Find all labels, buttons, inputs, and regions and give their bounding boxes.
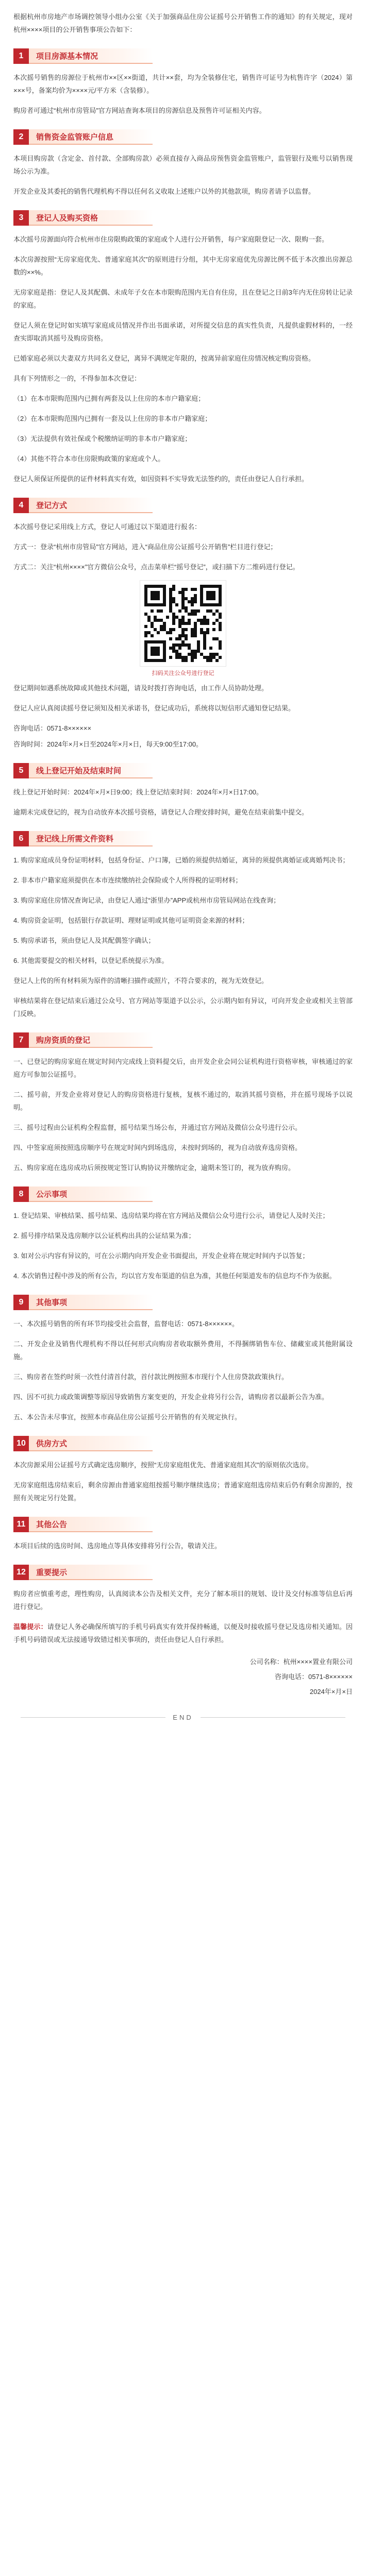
note-title: 温馨提示： [13, 1623, 47, 1631]
section-heading [13, 210, 353, 226]
section-paragraph: 本次房源采用公证摇号方式确定选房顺序，按照“无房家庭组优先、普通家庭组其次”的原则依次选房。 [13, 1461, 313, 1469]
section-paragraph: 1. 购房家庭成员身份证明材料，包括身份证、户口簿，已婚的须提供结婚证，离异的须提供离婚证或离婚判决书； [13, 856, 350, 864]
section-paragraph: 一、已登记的购房家庭在规定时间内完成线上资料提交后，由开发企业会同公证机构进行资格审核，审核通过的家庭方可参加公证摇号。 [13, 1058, 353, 1078]
section-11 [13, 1517, 353, 1552]
section-paragraph: 本次摇号销售的房源位于杭州市××区××街道，共计××套，均为全装修住宅，销售许可证号为杭售许字（2024）第×××号，备案均价为××××元/平方米（含装修）。 [13, 74, 353, 94]
footer-signature [13, 1655, 353, 1698]
contact-time-line [13, 738, 353, 751]
section-9 [13, 1295, 353, 1423]
section-heading [13, 1032, 353, 1048]
section-5 [13, 763, 353, 819]
section-title: 项目房源基本情况 [29, 48, 153, 64]
section-number-badge: 1 [13, 48, 29, 64]
section-paragraph: 五、本公告未尽事宜，按照本市商品住房公证摇号公开销售的有关规定执行。 [13, 1413, 242, 1421]
section-title: 公示事项 [29, 1187, 153, 1202]
section-title: 线上登记开始及结束时间 [29, 763, 153, 778]
section-paragraph: 三、购房者在签约时须一次性付清首付款，首付款比例按照本市现行个人住房贷款政策执行。 [13, 1373, 289, 1381]
section-heading [13, 1187, 353, 1202]
section-title: 购房资质的登记 [29, 1032, 153, 1048]
section-paragraph: 已婚家庭必须以夫妻双方共同名义登记，离异不满规定年限的，按离异前家庭住房情况核定购房资格。 [13, 354, 315, 362]
contact-phone-line [13, 722, 353, 735]
section-paragraph: 开发企业及其委托的销售代理机构不得以任何名义收取上述账户以外的其他款项，购房者请予以监督。 [13, 188, 315, 195]
section-paragraph: 方式二：关注“杭州××××”官方微信公众号，点击菜单栏“摇号登记”，或扫描下方二维码进行登记。 [13, 563, 300, 571]
section-heading [13, 831, 353, 846]
section-paragraph: 一、本次摇号销售的所有环节均接受社会监督，监督电话：0571-8××××××。 [13, 1320, 239, 1328]
section-number-badge: 9 [13, 1295, 29, 1310]
section-8 [13, 1187, 353, 1282]
footer-phone: 咨询电话：0571-8×××××× [274, 1673, 353, 1681]
section-paragraph: 无房家庭组选房结束后，剩余房源由普通家庭组按摇号顺序继续选房；普通家庭组选房结束后仍有剩余房源的，按照有关规定另行处置。 [13, 1481, 353, 1502]
section-heading [13, 1565, 353, 1580]
section-paragraph: 4. 本次销售过程中涉及的所有公告，均以官方发布渠道的信息为准，其他任何渠道发布的信息均不作为依据。 [13, 1272, 336, 1280]
section-paragraph: 3. 如对公示内容有异议的，可在公示期内向开发企业书面提出，开发企业将在规定时间内予以答复； [13, 1252, 309, 1260]
section-paragraph: 三、摇号过程由公证机构全程监督，摇号结果当场公布，并通过官方网站及微信公众号进行公示。 [13, 1124, 302, 1131]
section-paragraph: 二、开发企业及销售代理机构不得以任何形式向购房者收取额外费用，不得捆绑销售车位、储藏室或其他附属设施。 [13, 1340, 353, 1361]
section-paragraph: 审核结果将在登记结束后通过公众号、官方网站等渠道予以公示，公示期内如有异议，可向开发企业或相关主管部门反映。 [13, 997, 353, 1018]
section-paragraph: 1. 登记结果、审核结果、摇号结果、选房结果均将在官方网站及微信公众号进行公示，请登记人及时关注； [13, 1212, 329, 1219]
section-paragraph: （4）其他不符合本市住房限购政策的家庭或个人。 [13, 455, 165, 463]
section-paragraph: 5. 购房承诺书，须由登记人及其配偶签字确认； [13, 937, 155, 944]
section-paragraph: 方式一：登录“杭州市房管局”官方网站，进入“商品住房公证摇号公开销售”栏目进行登记； [13, 543, 277, 551]
section-10 [13, 1436, 353, 1504]
section-12 [13, 1565, 353, 1613]
note-paragraph [13, 1620, 353, 1646]
section-paragraph: 登记人须保证所提供的证件材料真实有效，如因资料不实导致无法签约的，责任由登记人自行承担。 [13, 475, 309, 483]
section-heading [13, 1436, 353, 1451]
section-paragraph: （2）在本市限购范围内已拥有一套及以上住房的非本市户籍家庭； [13, 415, 212, 422]
section-number-badge: 12 [13, 1565, 29, 1580]
end-label: END [173, 1714, 193, 1721]
end-divider [13, 1714, 353, 1721]
section-number-badge: 4 [13, 498, 29, 513]
section-paragraph: 购房者应慎重考虑，理性购房，认真阅读本公告及相关文件，充分了解本项目的规划、设计及交付标准等信息后再进行登记。 [13, 1590, 353, 1611]
section-paragraph: 四、中签家庭须按照选房顺序号在规定时间内到场选房，未按时到场的，视为自动放弃选房资格。 [13, 1144, 302, 1151]
section-paragraph: 2. 摇号排序结果及选房顺序以公证机构出具的公证结果为准； [13, 1232, 195, 1240]
section-paragraph: 登记人须在登记时如实填写家庭成员情况并作出书面承诺，对所提交信息的真实性负责，凡提供虚假材料的，一经查实即取消其摇号及购房资格。 [13, 321, 353, 342]
section-title: 其他公告 [29, 1517, 153, 1532]
note-text: 请登记人务必确保所填写的手机号码真实有效并保持畅通，以便及时接收摇号登记及选房相关通知。因手机号码错误或无法接通导致错过相关事项的，责任由登记人自行承担。 [13, 1623, 353, 1643]
section-paragraph: 四、因不可抗力或政策调整等原因导致销售方案变更的，开发企业将另行公告，请购房者以最新公告为准。 [13, 1393, 329, 1401]
section-paragraph: 线上登记开始时间：2024年×月×日9:00；线上登记结束时间：2024年×月×日17:00。 [13, 788, 263, 796]
section-paragraph: （3）无法提供有效社保或个税缴纳证明的非本市户籍家庭； [13, 435, 192, 443]
section-title: 登记线上所需文件资料 [29, 831, 153, 846]
section-title: 登记人及购买资格 [29, 210, 153, 226]
section-title: 其他事项 [29, 1295, 153, 1310]
section-paragraph: 二、摇号前，开发企业将对登记人的购房资格进行复核，复核不通过的，取消其摇号资格，并在摇号现场予以说明。 [13, 1091, 353, 1111]
section-1 [13, 48, 353, 117]
section-6 [13, 831, 353, 1020]
section-paragraph: （1）在本市限购范围内已拥有两套及以上住房的本市户籍家庭； [13, 395, 205, 402]
qr-code-block [138, 581, 228, 677]
section-heading [13, 498, 353, 513]
section-paragraph: 登记人上传的所有材料须为原件的清晰扫描件或照片，不符合要求的，视为无效登记。 [13, 977, 269, 985]
section-paragraph: 6. 其他需要提交的相关材料，以登记系统提示为准。 [13, 957, 169, 964]
section-4 [13, 498, 353, 751]
section-title: 重要提示 [29, 1565, 153, 1580]
section-paragraph: 登记期间如遇系统故障或其他技术问题，请及时拨打咨询电话，由工作人员协助处理。 [13, 684, 269, 692]
section-number-badge: 3 [13, 210, 29, 226]
section-title: 供房方式 [29, 1436, 153, 1451]
section-paragraph: 本项目购房款（含定金、首付款、全部购房款）必须直接存入商品房预售资金监管账户，监管银行及账号以销售现场公示为准。 [13, 155, 353, 175]
section-number-badge: 11 [13, 1517, 29, 1532]
footer-date: 2024年×月×日 [309, 1688, 353, 1696]
section-title: 登记方式 [29, 498, 153, 513]
section-paragraph: 本次摇号房源面向符合杭州市住房限购政策的家庭或个人进行公开销售，每户家庭限登记一次、限购一套。 [13, 235, 329, 243]
section-number-badge: 6 [13, 831, 29, 846]
section-number-badge: 7 [13, 1032, 29, 1048]
section-paragraph: 登记人应认真阅读摇号登记须知及相关承诺书，登记成功后，系统将以短信形式通知登记结果。 [13, 704, 295, 712]
section-paragraph: 4. 购房资金证明，包括银行存款证明、理财证明或其他可证明资金来源的材料； [13, 917, 249, 924]
section-paragraph: 2. 非本市户籍家庭须提供在本市连续缴纳社会保险或个人所得税的证明材料； [13, 876, 242, 884]
section-paragraph: 本项目后续的选房时间、选房地点等具体安排将另行公告，敬请关注。 [13, 1542, 222, 1550]
qr-code-icon[interactable] [140, 581, 226, 666]
contact-phone-value[interactable]: 0571-8×××××× [47, 724, 92, 732]
section-heading [13, 1295, 353, 1310]
sections-container [13, 48, 353, 1613]
contact-time-value: 2024年×月×日至2024年×月×日，每天9:00至17:00。 [47, 740, 203, 748]
section-2 [13, 129, 353, 198]
section-heading [13, 1517, 353, 1532]
qr-caption: 扫码关注公众号进行登记 [152, 670, 214, 676]
section-paragraph: 具有下列情形之一的，不得参加本次登记： [13, 375, 141, 382]
section-paragraph: 3. 购房家庭住房情况查询记录，由登记人通过“浙里办”APP或杭州市房管局网站在线查询； [13, 896, 280, 904]
contact-phone-label: 咨询电话： [13, 724, 47, 732]
section-number-badge: 8 [13, 1187, 29, 1202]
section-heading [13, 763, 353, 778]
section-paragraph: 本次房源按照“无房家庭优先、普通家庭其次”的原则进行分组，其中无房家庭优先房源比例不低于本次推出房源总数的××%。 [13, 256, 353, 276]
section-number-badge: 10 [13, 1436, 29, 1451]
footer-company: 公司名称：杭州××××置业有限公司 [249, 1658, 353, 1666]
section-number-badge: 5 [13, 763, 29, 778]
contact-info [13, 722, 353, 751]
section-paragraph: 五、购房家庭在选房成功后须按规定签订认购协议并缴纳定金，逾期未签订的，视为放弃购房。 [13, 1164, 295, 1172]
note-block [13, 1620, 353, 1646]
section-paragraph: 本次摇号登记采用线上方式，登记人可通过以下渠道进行报名： [13, 523, 202, 531]
section-paragraph: 购房者可通过“杭州市房管局”官方网站查询本项目的房源信息及预售许可证相关内容。 [13, 107, 266, 114]
section-7 [13, 1032, 353, 1174]
section-title: 销售资金监管账户信息 [29, 129, 153, 145]
section-heading [13, 48, 353, 64]
contact-time-label: 咨询时间： [13, 740, 47, 748]
section-paragraph: 无房家庭是指：登记人及其配偶、未成年子女在本市限购范围内无自有住房，且在登记之日前3年内无住房转让记录的家庭。 [13, 289, 353, 309]
section-heading [13, 129, 353, 145]
section-paragraph: 逾期未完成登记的，视为自动放弃本次摇号资格，请登记人合理安排时间，避免在结束前集中提交。 [13, 808, 309, 816]
section-3 [13, 210, 353, 485]
intro-paragraph: 根据杭州市房地产市场调控领导小组办公室《关于加强商品住房公证摇号公开销售工作的通知》的有关规定，现对杭州××××项目的公开销售事项公告如下： [13, 13, 353, 33]
section-number-badge: 2 [13, 129, 29, 145]
